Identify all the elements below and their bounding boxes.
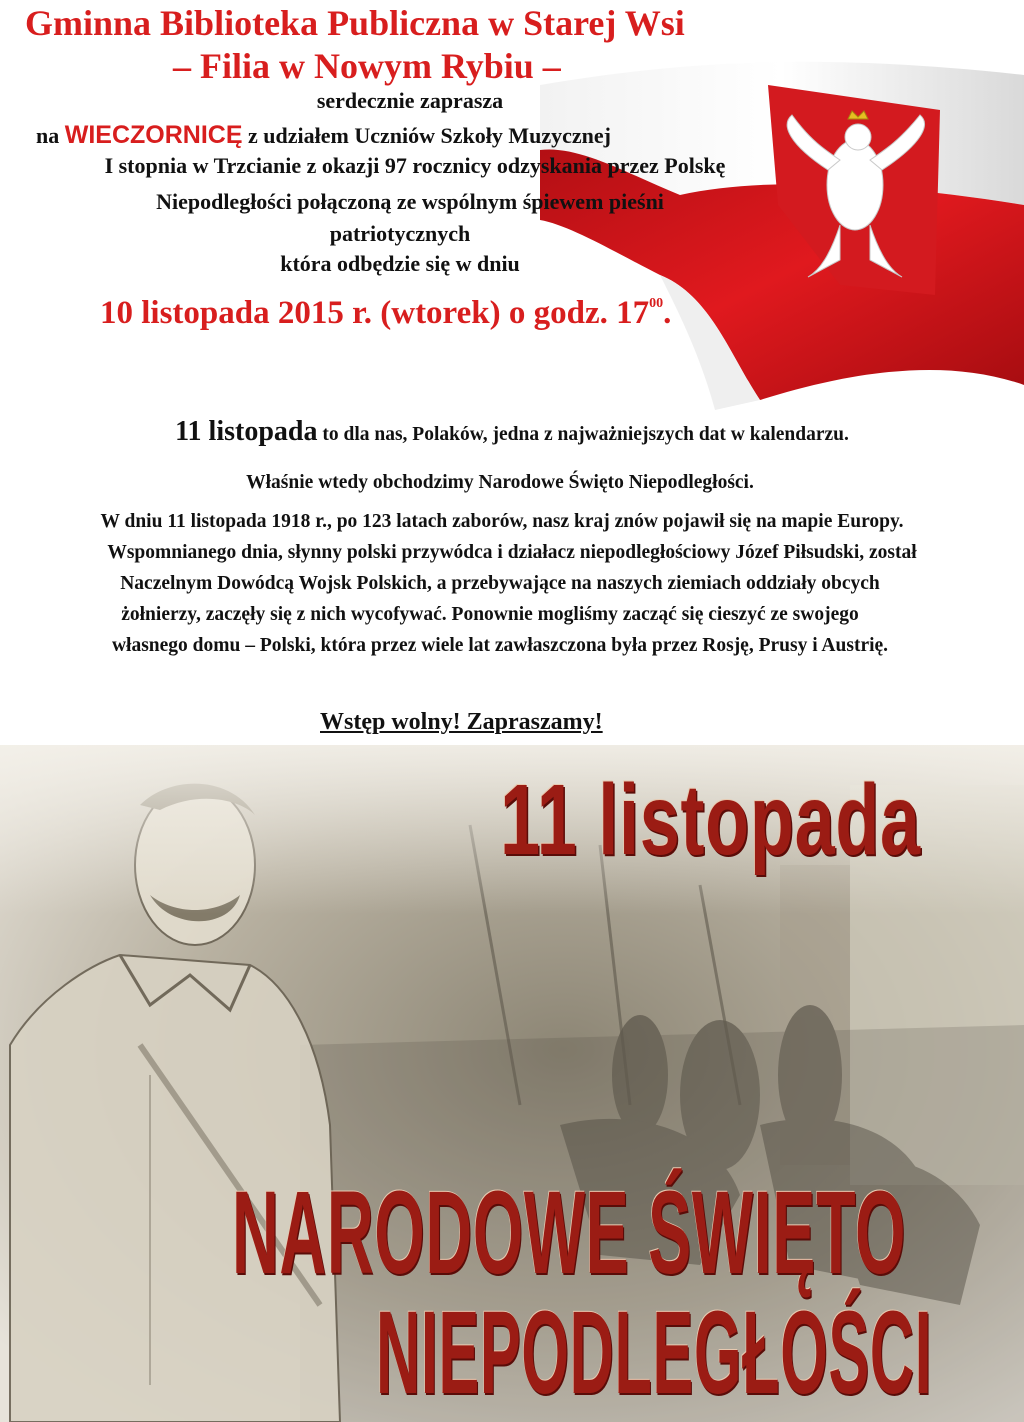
event-date-minutes: 00	[649, 296, 664, 311]
event-date	[100, 295, 671, 332]
branch-name: – Filia w Nowym Rybiu –	[173, 46, 561, 86]
event-date-end: .	[663, 295, 672, 331]
independence-day-poster	[0, 745, 1024, 1422]
invitation-line-5: która odbędzie się w dniu	[280, 251, 520, 276]
paragraph-1	[0, 416, 1024, 448]
event-name: WIECZORNICĘ	[64, 121, 243, 149]
free-entry-text: Wstęp wolny! Zapraszamy!	[320, 709, 603, 735]
paragraph-3-line-3: Naczelnym Dowódcą Wojsk Polskich, a przebywające na naszych ziemiach oddziały obcych	[120, 573, 880, 594]
poster-headline: 11 listopada	[500, 764, 921, 876]
paragraph-3-line-1: W dniu 11 listopada 1918 r., po 123 latach zaborów, nasz kraj znów pojawił się na mapie Europy.	[100, 511, 904, 532]
poster-line-1: NARODOWE ŚWIĘTO	[232, 1167, 907, 1299]
poster-line-2: NIEPODLEGŁOŚCI	[376, 1287, 933, 1419]
paragraph-1-text: to dla nas, Polaków, jedna z najważniejszych dat w kalendarzu.	[322, 424, 849, 445]
invitation-line-1-rest: z udziałem Uczniów Szkoły Muzycznej	[248, 123, 611, 148]
invitation-line-2: I stopnia w Trzcianie z okazji 97 rocznicy odzyskania przez Polskę	[104, 153, 726, 178]
paragraph-3-line-2: Wspomnianego dnia, słynny polski przywódca i działacz niepodległościowy Józef Piłsudski, został	[107, 542, 917, 563]
paragraph-3-line-4: żołnierzy, zaczęły się z nich wycofywać. Ponownie mogliśmy zacząć się cieszyć ze swojego	[121, 604, 859, 625]
na-text: na	[36, 123, 60, 148]
paragraph-1-date: 11 listopada	[175, 416, 318, 447]
event-date-main: 10 listopada 2015 r. (wtorek) o godz. 17	[100, 295, 650, 331]
invitation-line-3: Niepodległości połączoną ze wspólnym śpiewem pieśni	[156, 189, 664, 214]
paragraph-2: Właśnie wtedy obchodzimy Narodowe Święto Niepodległości.	[246, 472, 754, 493]
invitation-line-4: patriotycznych	[329, 221, 471, 246]
paragraph-3-line-5: własnego domu – Polski, która przez wiele lat zawłaszczona była przez Rosję, Prusy i Austrię.	[111, 635, 889, 656]
invites-text: serdecznie zaprasza	[316, 88, 504, 113]
invitation-line-1	[36, 121, 611, 150]
library-name: Gminna Biblioteka Publiczna w Starej Wsi	[25, 3, 685, 43]
